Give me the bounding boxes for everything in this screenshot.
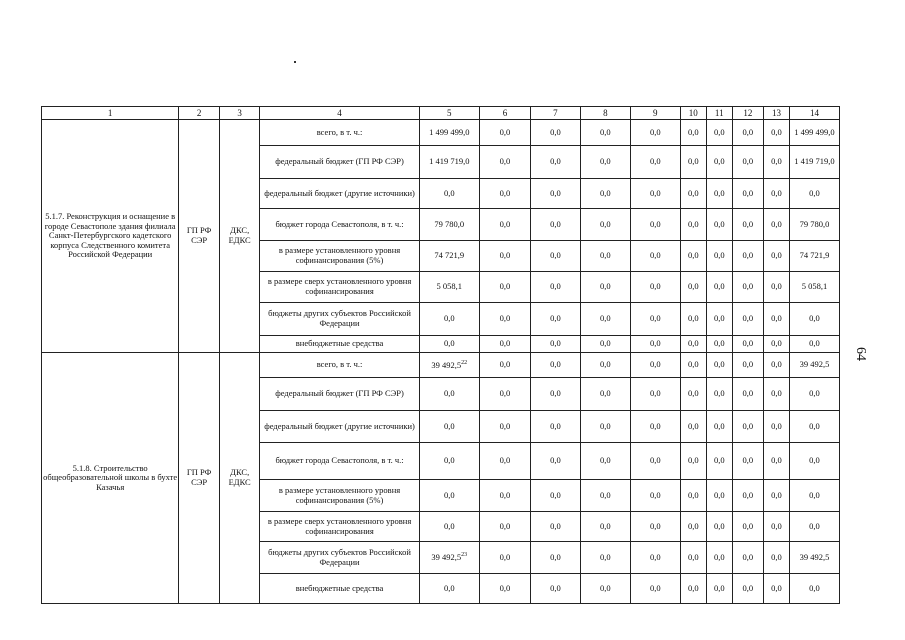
funding-source: в размере установленного уровня софинансирования (5%) <box>260 480 419 512</box>
amount-col5: 0,0 <box>419 443 479 480</box>
amount-cell: 0,0 <box>479 480 530 512</box>
amount-cell: 0,0 <box>530 241 580 272</box>
amount-cell: 0,0 <box>630 353 680 378</box>
amount-total: 1 419 719,0 <box>789 146 839 179</box>
amount-cell: 0,0 <box>479 209 530 241</box>
amount-cell: 0,0 <box>763 241 789 272</box>
amount-col5: 0,0 <box>419 411 479 443</box>
amount-cell: 0,0 <box>530 574 580 604</box>
amount-cell: 0,0 <box>732 353 763 378</box>
amount-cell: 0,0 <box>479 411 530 443</box>
amount-cell: 0,0 <box>763 443 789 480</box>
amount-col5: 74 721,9 <box>419 241 479 272</box>
amount-cell: 0,0 <box>580 179 630 209</box>
amount-total: 1 499 499,0 <box>789 120 839 146</box>
amount-cell: 0,0 <box>680 378 706 411</box>
amount-cell: 0,0 <box>706 480 732 512</box>
amount-cell: 0,0 <box>680 241 706 272</box>
amount-cell: 0,0 <box>680 120 706 146</box>
amount-cell: 0,0 <box>479 512 530 542</box>
amount-cell: 0,0 <box>732 241 763 272</box>
amount-cell: 0,0 <box>732 512 763 542</box>
amount-cell: 0,0 <box>630 411 680 443</box>
amount-col5: 1 419 719,0 <box>419 146 479 179</box>
funding-source: федеральный бюджет (другие источники) <box>260 179 419 209</box>
amount-cell: 0,0 <box>580 542 630 574</box>
funding-source: всего, в т. ч.: <box>260 120 419 146</box>
amount-cell: 0,0 <box>732 336 763 353</box>
amount-cell: 0,0 <box>580 272 630 303</box>
amount-cell: 0,0 <box>680 146 706 179</box>
amount-cell: 0,0 <box>732 146 763 179</box>
amount-cell: 0,0 <box>630 272 680 303</box>
header-cell: 14 <box>789 107 839 120</box>
amount-cell: 0,0 <box>763 120 789 146</box>
header-cell: 5 <box>419 107 479 120</box>
amount-cell: 0,0 <box>530 120 580 146</box>
header-cell: 9 <box>630 107 680 120</box>
amount-col5: 0,0 <box>419 179 479 209</box>
amount-cell: 0,0 <box>706 542 732 574</box>
amount-cell: 0,0 <box>580 303 630 336</box>
amount-total: 5 058,1 <box>789 272 839 303</box>
amount-cell: 0,0 <box>680 272 706 303</box>
page-number: 64 <box>853 347 868 361</box>
amount-cell: 0,0 <box>580 120 630 146</box>
amount-cell: 0,0 <box>479 146 530 179</box>
amount-total: 0,0 <box>789 411 839 443</box>
funding-source: бюджет города Севастополя, в т. ч.: <box>260 209 419 241</box>
amount-cell: 0,0 <box>732 209 763 241</box>
amount-cell: 0,0 <box>580 574 630 604</box>
amount-cell: 0,0 <box>706 336 732 353</box>
header-cell: 13 <box>763 107 789 120</box>
amount-cell: 0,0 <box>706 378 732 411</box>
amount-cell: 0,0 <box>763 378 789 411</box>
amount-cell: 0,0 <box>479 179 530 209</box>
amount-col5: 0,0 <box>419 336 479 353</box>
amount-cell: 0,0 <box>530 146 580 179</box>
amount-total: 74 721,9 <box>789 241 839 272</box>
amount-cell: 0,0 <box>732 480 763 512</box>
funding-source: федеральный бюджет (ГП РФ СЭР) <box>260 378 419 411</box>
amount-total: 39 492,5 <box>789 353 839 378</box>
amount-cell: 0,0 <box>763 353 789 378</box>
header-cell: 12 <box>732 107 763 120</box>
footnote-ref: 23 <box>461 552 468 559</box>
amount-total: 0,0 <box>789 512 839 542</box>
funding-source: в размере сверх установленного уровня софинансирования <box>260 272 419 303</box>
executor: ДКС, ЕДКС <box>219 120 260 353</box>
amount-cell: 0,0 <box>630 512 680 542</box>
program-code: ГП РФ СЭР <box>179 120 220 353</box>
amount-cell: 0,0 <box>732 443 763 480</box>
amount-cell: 0,0 <box>763 411 789 443</box>
amount-cell: 0,0 <box>580 480 630 512</box>
header-cell: 6 <box>479 107 530 120</box>
amount-cell: 0,0 <box>680 411 706 443</box>
funding-source: внебюджетные средства <box>260 574 419 604</box>
amount-cell: 0,0 <box>630 241 680 272</box>
program-code: ГП РФ СЭР <box>179 353 220 604</box>
header-cell: 10 <box>680 107 706 120</box>
amount-total: 0,0 <box>789 336 839 353</box>
amount-cell: 0,0 <box>763 574 789 604</box>
amount-cell: 0,0 <box>706 303 732 336</box>
amount-col5: 0,0 <box>419 512 479 542</box>
amount-cell: 0,0 <box>763 542 789 574</box>
amount-cell: 0,0 <box>530 303 580 336</box>
funding-source: внебюджетные средства <box>260 336 419 353</box>
funding-source: в размере сверх установленного уровня софинансирования <box>260 512 419 542</box>
amount-col5: 79 780,0 <box>419 209 479 241</box>
amount-cell: 0,0 <box>706 120 732 146</box>
amount-cell: 0,0 <box>479 303 530 336</box>
funding-source: федеральный бюджет (другие источники) <box>260 411 419 443</box>
project-name: 5.1.8. Строительство общеобразовательной школы в бухте Казачья <box>42 353 179 604</box>
amount-cell: 0,0 <box>580 241 630 272</box>
amount-col5: 0,0 <box>419 480 479 512</box>
amount-cell: 0,0 <box>706 353 732 378</box>
header-cell: 1 <box>42 107 179 120</box>
amount-cell: 0,0 <box>763 336 789 353</box>
amount-col5: 0,0 <box>419 574 479 604</box>
executor: ДКС, ЕДКС <box>219 353 260 604</box>
amount-total: 0,0 <box>789 179 839 209</box>
amount-cell: 0,0 <box>580 353 630 378</box>
amount-col5: 39 492,5$^{22}$ <box>419 353 479 378</box>
amount-cell: 0,0 <box>630 480 680 512</box>
amount-cell: 0,0 <box>580 512 630 542</box>
amount-total: 0,0 <box>789 574 839 604</box>
amount-cell: 0,0 <box>763 272 789 303</box>
amount-total: 39 492,5 <box>789 542 839 574</box>
amount-cell: 0,0 <box>763 179 789 209</box>
amount-cell: 0,0 <box>479 336 530 353</box>
amount-cell: 0,0 <box>706 146 732 179</box>
amount-cell: 0,0 <box>706 209 732 241</box>
project-name: 5.1.7. Реконструкция и оснащение в городе Севастополе здания филиала Санкт-Петербургского кадетского корпуса Следственного комитета Российской Федерации <box>42 120 179 353</box>
amount-cell: 0,0 <box>580 336 630 353</box>
amount-cell: 0,0 <box>479 574 530 604</box>
amount-cell: 0,0 <box>706 574 732 604</box>
amount-cell: 0,0 <box>479 272 530 303</box>
amount-col5: 5 058,1 <box>419 272 479 303</box>
funding-source: бюджеты других субъектов Российской Федерации <box>260 303 419 336</box>
amount-cell: 0,0 <box>479 241 530 272</box>
amount-cell: 0,0 <box>763 512 789 542</box>
amount-cell: 0,0 <box>630 179 680 209</box>
funding-source: федеральный бюджет (ГП РФ СЭР) <box>260 146 419 179</box>
amount-cell: 0,0 <box>530 336 580 353</box>
amount-cell: 0,0 <box>732 574 763 604</box>
amount-cell: 0,0 <box>706 512 732 542</box>
funding-source: бюджеты других субъектов Российской Федерации <box>260 542 419 574</box>
amount-cell: 0,0 <box>630 146 680 179</box>
header-cell: 4 <box>260 107 419 120</box>
amount-cell: 0,0 <box>530 378 580 411</box>
amount-col5: 0,0 <box>419 378 479 411</box>
amount-cell: 0,0 <box>630 336 680 353</box>
amount-cell: 0,0 <box>706 241 732 272</box>
funding-source: бюджет города Севастополя, в т. ч.: <box>260 443 419 480</box>
amount-col5: 39 492,5$^{23}$ <box>419 542 479 574</box>
amount-cell: 0,0 <box>680 574 706 604</box>
budget-table <box>41 106 840 604</box>
amount-cell: 0,0 <box>680 542 706 574</box>
amount-cell: 0,0 <box>732 411 763 443</box>
amount-total: 0,0 <box>789 443 839 480</box>
header-row <box>42 107 840 120</box>
amount-cell: 0,0 <box>530 512 580 542</box>
table-row <box>42 353 840 378</box>
amount-cell: 0,0 <box>630 120 680 146</box>
amount-cell: 0,0 <box>630 574 680 604</box>
amount-cell: 0,0 <box>680 303 706 336</box>
amount-cell: 0,0 <box>706 411 732 443</box>
amount-col5: 1 499 499,0 <box>419 120 479 146</box>
amount-cell: 0,0 <box>680 353 706 378</box>
amount-cell: 0,0 <box>732 179 763 209</box>
amount-cell: 0,0 <box>680 512 706 542</box>
amount-total: 0,0 <box>789 480 839 512</box>
header-cell: 7 <box>530 107 580 120</box>
amount-cell: 0,0 <box>706 179 732 209</box>
amount-cell: 0,0 <box>530 480 580 512</box>
amount-cell: 0,0 <box>680 443 706 480</box>
amount-cell: 0,0 <box>630 443 680 480</box>
amount-cell: 0,0 <box>530 179 580 209</box>
amount-total: 79 780,0 <box>789 209 839 241</box>
scan-dot <box>294 61 296 63</box>
amount-cell: 0,0 <box>530 209 580 241</box>
funding-source: в размере установленного уровня софинансирования (5%) <box>260 241 419 272</box>
amount-cell: 0,0 <box>580 146 630 179</box>
amount-cell: 0,0 <box>732 542 763 574</box>
amount-cell: 0,0 <box>530 443 580 480</box>
amount-cell: 0,0 <box>680 179 706 209</box>
amount-cell: 0,0 <box>630 209 680 241</box>
header-cell: 8 <box>580 107 630 120</box>
footnote-ref: 22 <box>461 359 468 366</box>
header-cell: 2 <box>179 107 220 120</box>
amount-total: 0,0 <box>789 303 839 336</box>
amount-cell: 0,0 <box>479 353 530 378</box>
amount-cell: 0,0 <box>530 542 580 574</box>
amount-cell: 0,0 <box>479 120 530 146</box>
amount-cell: 0,0 <box>530 353 580 378</box>
amount-cell: 0,0 <box>680 209 706 241</box>
amount-cell: 0,0 <box>580 443 630 480</box>
amount-cell: 0,0 <box>763 146 789 179</box>
funding-source: всего, в т. ч.: <box>260 353 419 378</box>
amount-cell: 0,0 <box>530 411 580 443</box>
amount-cell: 0,0 <box>680 480 706 512</box>
amount-cell: 0,0 <box>630 542 680 574</box>
amount-cell: 0,0 <box>630 303 680 336</box>
table-row <box>42 120 840 146</box>
amount-cell: 0,0 <box>732 272 763 303</box>
amount-cell: 0,0 <box>530 272 580 303</box>
amount-cell: 0,0 <box>580 378 630 411</box>
amount-col5: 0,0 <box>419 303 479 336</box>
amount-cell: 0,0 <box>763 303 789 336</box>
amount-cell: 0,0 <box>479 378 530 411</box>
amount-cell: 0,0 <box>706 272 732 303</box>
amount-cell: 0,0 <box>580 209 630 241</box>
header-cell: 11 <box>706 107 732 120</box>
amount-cell: 0,0 <box>479 542 530 574</box>
amount-cell: 0,0 <box>630 378 680 411</box>
header-cell: 3 <box>219 107 260 120</box>
amount-cell: 0,0 <box>732 120 763 146</box>
amount-cell: 0,0 <box>732 378 763 411</box>
amount-cell: 0,0 <box>763 209 789 241</box>
amount-cell: 0,0 <box>732 303 763 336</box>
amount-cell: 0,0 <box>680 336 706 353</box>
amount-cell: 0,0 <box>706 443 732 480</box>
amount-cell: 0,0 <box>580 411 630 443</box>
amount-cell: 0,0 <box>763 480 789 512</box>
amount-cell: 0,0 <box>479 443 530 480</box>
amount-total: 0,0 <box>789 378 839 411</box>
